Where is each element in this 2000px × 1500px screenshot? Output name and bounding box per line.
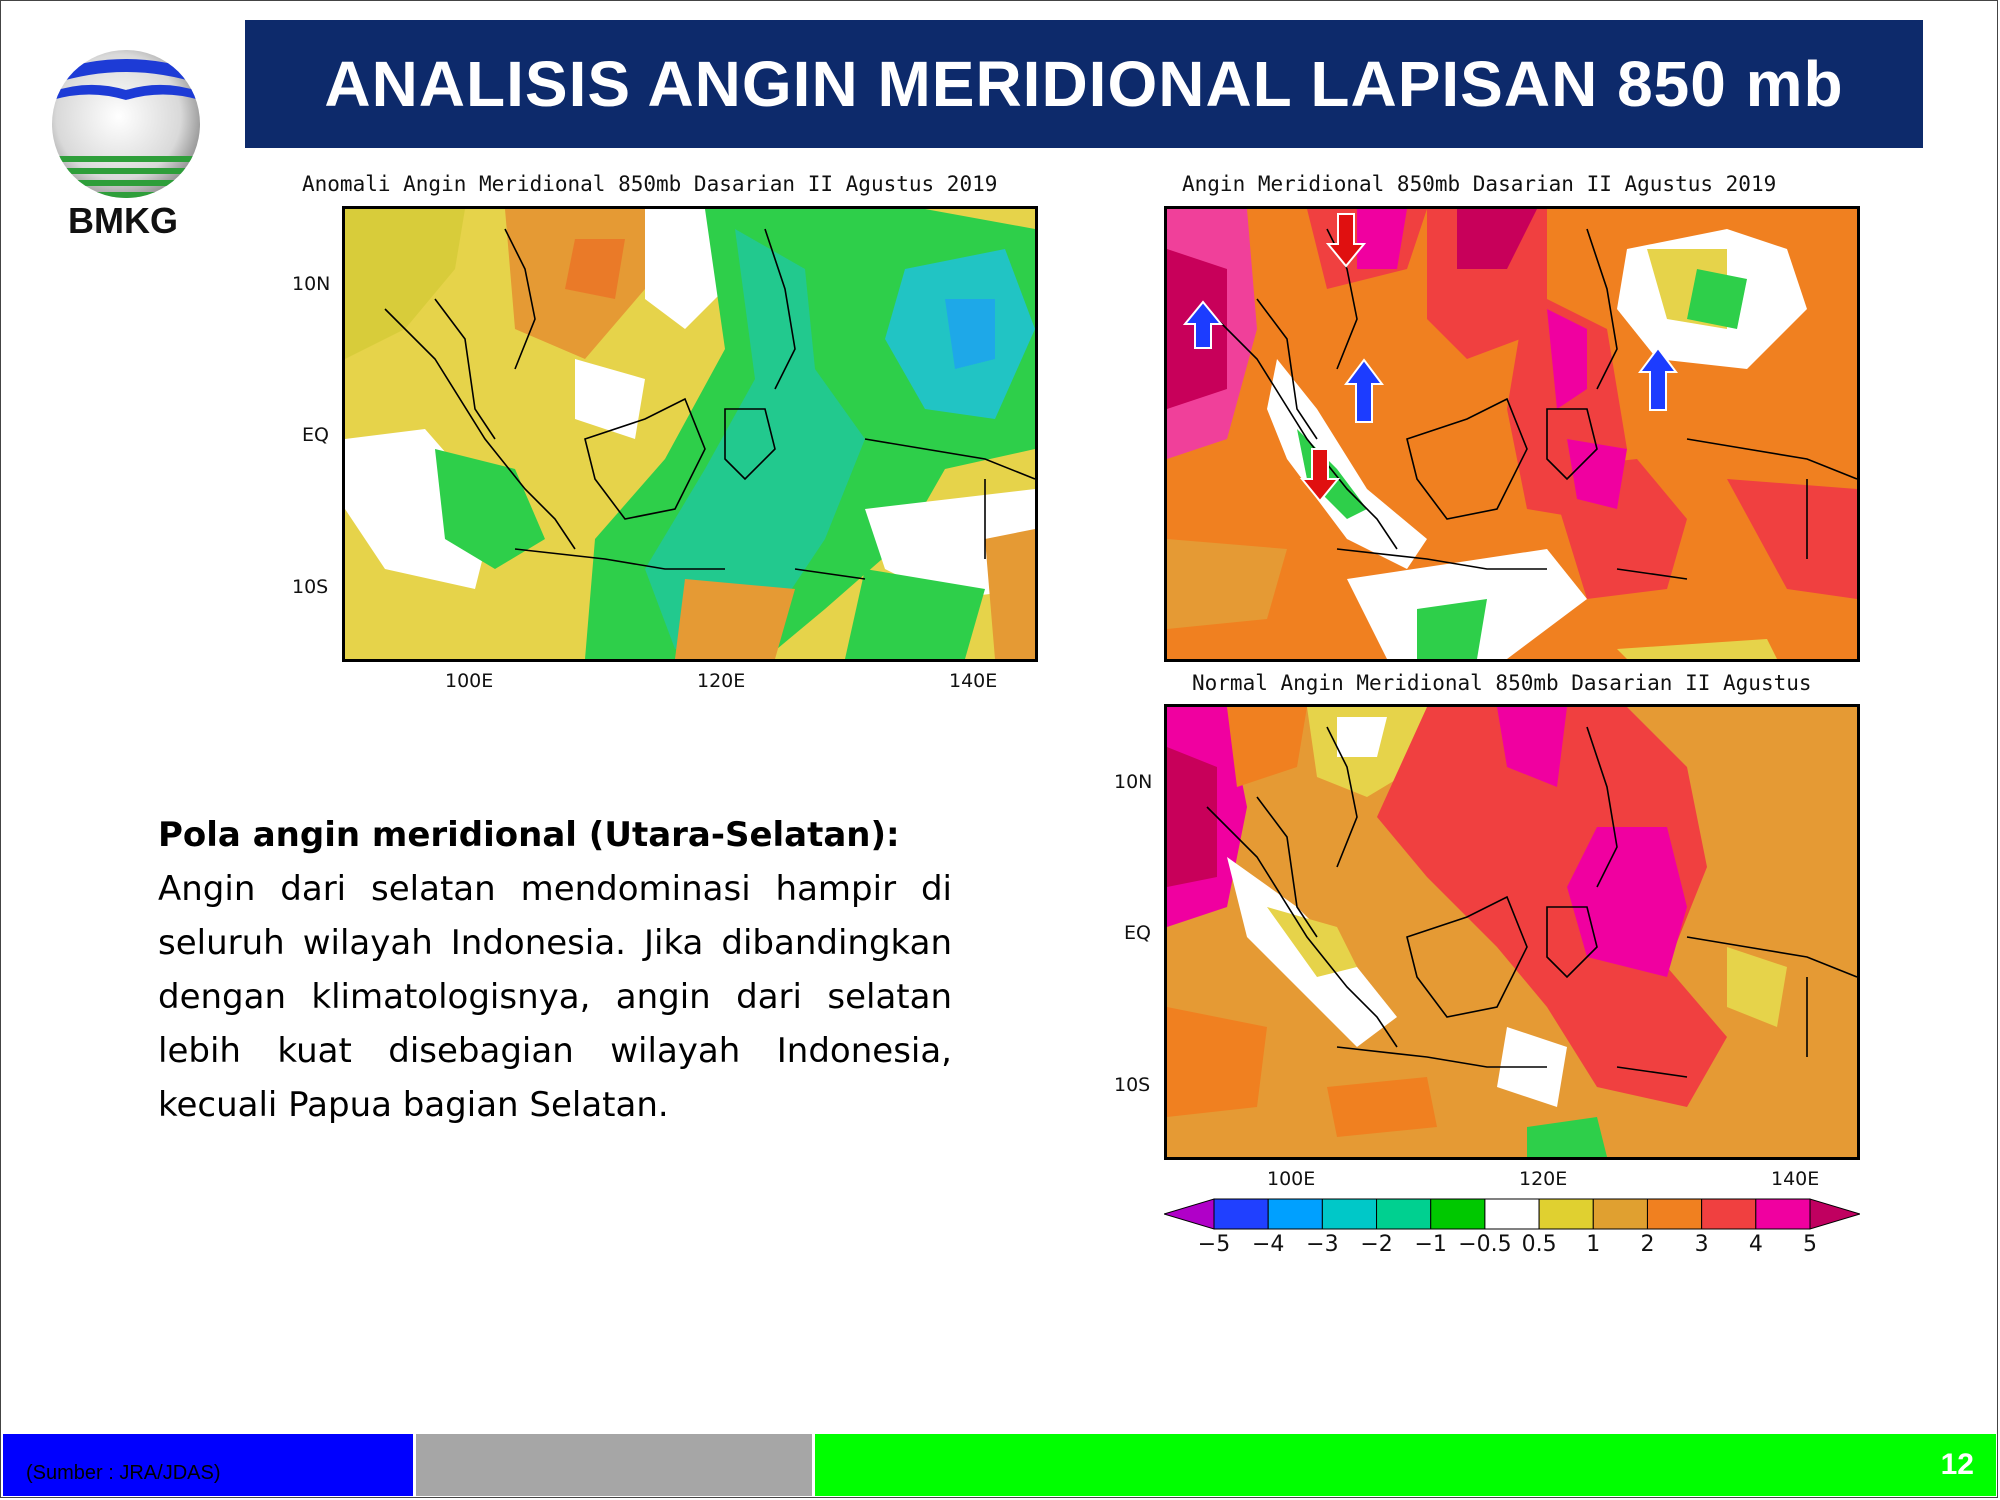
colorbar-label: −5 bbox=[1197, 1232, 1231, 1257]
colorbar-label: 3 bbox=[1694, 1232, 1709, 1257]
colorbar-cell bbox=[1164, 1199, 1214, 1229]
colorbar-cell bbox=[1268, 1199, 1322, 1229]
colorbar-cell bbox=[1485, 1199, 1539, 1229]
colorbar-cell bbox=[1431, 1199, 1485, 1229]
colorbar-cell bbox=[1756, 1199, 1810, 1229]
colorbar-label: 1 bbox=[1586, 1232, 1601, 1257]
arrow-up-icon bbox=[1183, 300, 1223, 355]
colorbar-label: −4 bbox=[1251, 1232, 1285, 1257]
logo-text: BMKG bbox=[68, 200, 178, 241]
colorbar-label: −2 bbox=[1360, 1232, 1393, 1257]
anomaly-map-title: Anomali Angin Meridional 850mb Dasarian II Agustus 2019 bbox=[302, 172, 998, 196]
colorbar-label: −0.5 bbox=[1458, 1232, 1512, 1257]
footer-green-bar bbox=[815, 1434, 1996, 1496]
colorbar-cell bbox=[1539, 1199, 1593, 1229]
x-tick-label: 100E bbox=[1267, 1168, 1316, 1190]
colorbar-cell bbox=[1810, 1199, 1860, 1229]
arrow-up-icon bbox=[1638, 346, 1678, 417]
colorbar-cell bbox=[1702, 1199, 1756, 1229]
colorbar-cell bbox=[1322, 1199, 1376, 1229]
y-tick-label: 10S bbox=[1114, 1074, 1151, 1096]
y-tick-label: 10S bbox=[292, 576, 329, 598]
actual-map bbox=[1164, 206, 1860, 662]
colorbar-label: −1 bbox=[1414, 1232, 1447, 1257]
source-text: (Sumber : JRA/JDAS) bbox=[26, 1462, 221, 1484]
y-tick-label: EQ bbox=[302, 424, 329, 446]
colorbar-label: 4 bbox=[1748, 1232, 1763, 1257]
x-tick-label: 100E bbox=[445, 670, 494, 692]
title-bar bbox=[245, 20, 1923, 148]
x-tick-label: 120E bbox=[1519, 1168, 1568, 1190]
bmkg-logo bbox=[46, 44, 206, 204]
colorbar-label: 0.5 bbox=[1521, 1232, 1557, 1257]
description-block bbox=[158, 808, 952, 1132]
x-tick-label: 140E bbox=[949, 670, 998, 692]
colorbar-cell bbox=[1377, 1199, 1431, 1229]
page-number: 12 bbox=[1940, 1448, 1974, 1481]
colorbar-cell bbox=[1593, 1199, 1647, 1229]
arrow-up-icon bbox=[1344, 358, 1384, 429]
description-heading: Pola angin meridional (Utara-Selatan): bbox=[158, 815, 900, 855]
x-tick-label: 120E bbox=[697, 670, 746, 692]
colorbar-label: 5 bbox=[1803, 1232, 1817, 1257]
description-paragraph: Angin dari selatan mendominasi hampir di seluruh wilayah Indonesia. Jika dibandingkan dengan klimatologisnya, angin dari selatan lebih kuat disebagian wilayah Indonesia, kecuali Papua bagian Selatan. bbox=[158, 869, 952, 1125]
colorbar-label: −3 bbox=[1306, 1232, 1339, 1257]
footer-gray-bar bbox=[416, 1434, 812, 1496]
y-tick-label: EQ bbox=[1124, 922, 1151, 944]
actual-map-title: Angin Meridional 850mb Dasarian II Agustus 2019 bbox=[1182, 172, 1777, 196]
colorbar-cell bbox=[1647, 1199, 1701, 1229]
normal-map-title: Normal Angin Meridional 850mb Dasarian II Agustus bbox=[1192, 671, 1812, 695]
y-tick-label: 10N bbox=[1114, 771, 1153, 793]
colorbar-cell bbox=[1214, 1199, 1268, 1229]
arrow-down-icon bbox=[1326, 212, 1366, 273]
arrow-down-icon bbox=[1300, 447, 1340, 508]
page-title: ANALISIS ANGIN MERIDIONAL LAPISAN 850 mb bbox=[324, 48, 1844, 120]
x-tick-label: 140E bbox=[1771, 1168, 1820, 1190]
y-tick-label: 10N bbox=[292, 273, 331, 295]
colorbar-label: 2 bbox=[1640, 1232, 1655, 1257]
anomaly-map bbox=[342, 206, 1038, 662]
colorbar bbox=[1164, 1198, 1860, 1230]
normal-map bbox=[1164, 704, 1860, 1160]
